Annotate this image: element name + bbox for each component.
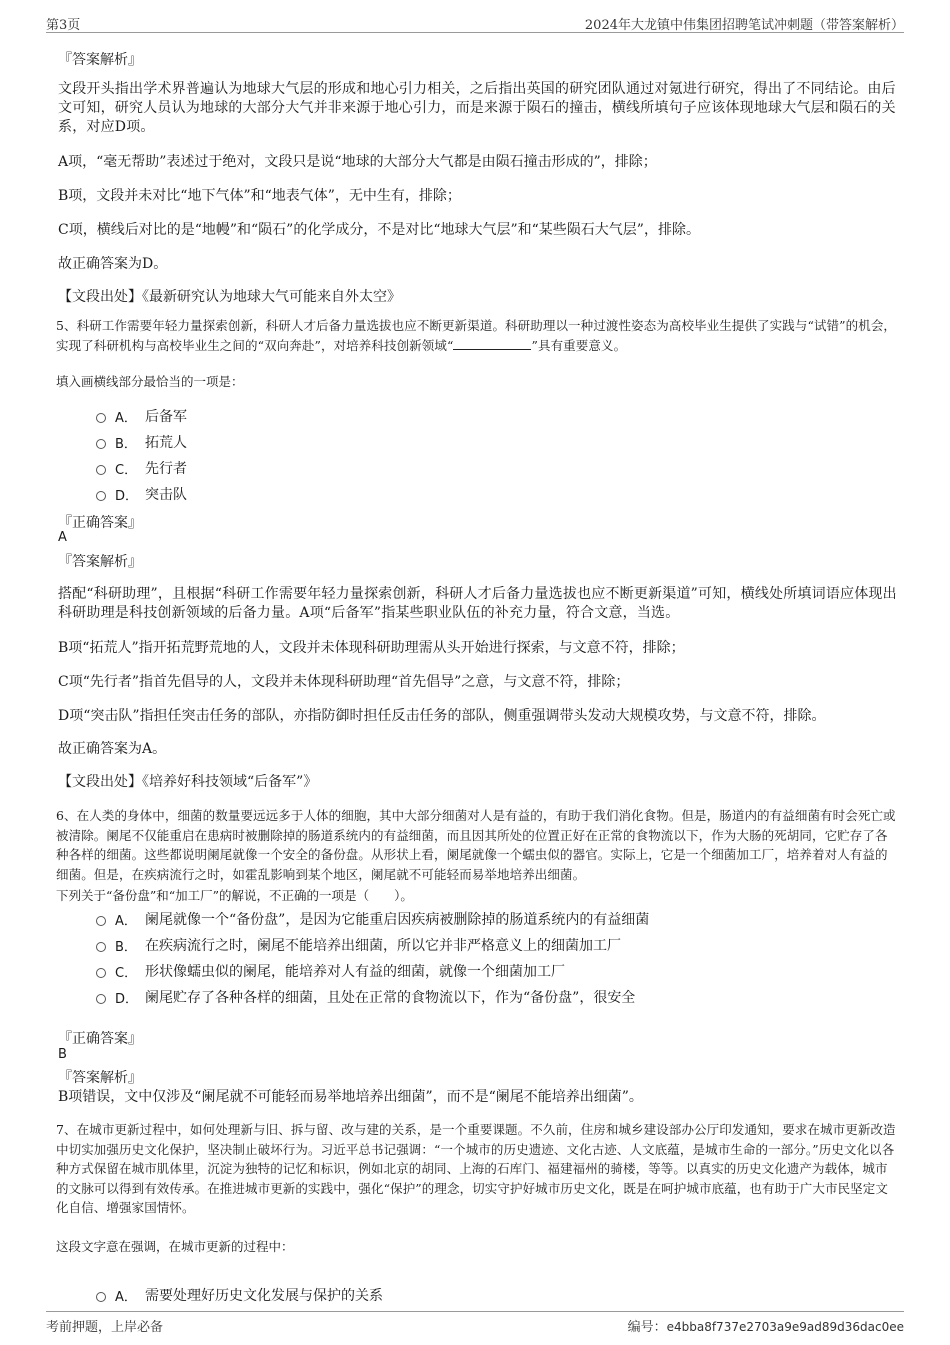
q4-conclusion: 故正确答案为D。 (58, 256, 168, 272)
radio-icon[interactable] (96, 916, 106, 926)
q5-stem-end: ”具有重要意义。 (531, 337, 627, 353)
q6-prompt: 下列关于“备份盘”和“加工厂”的解说，不正确的一项是（ ）。 (56, 888, 413, 903)
q5-correct-answer: A (58, 530, 67, 545)
q4-analysis-label: 『答案解析』 (58, 52, 142, 68)
radio-icon[interactable] (96, 465, 106, 475)
q5-stem (56, 316, 900, 355)
radio-icon[interactable] (96, 439, 106, 449)
q5-prompt: 填入画横线部分最恰当的一项是： (56, 374, 244, 389)
document-code (628, 1316, 904, 1335)
q7-stem: 7、在城市更新过程中，如何处理新与旧、拆与留、改与建的关系，是一个重要课题。不久前，住房和城乡建设部办公厅印发通知，要求在城市更新改造中切实加强历史文化保护，坚决制止破坏行为。习近平总书记强调：“一个城市的历史遗迹、文化古迹、人文底蕴，是城市生命的一部分。”历史文化以各种方式保留在城市肌体里，沉淀为独特的记忆和标识，例如北京的胡同、上海的石库门、福建福州的骑楼，等等。以真实的历史文化遗产为载体，城市的文脉可以得到有效传承。在推进城市更新的实践中，强化“保护”的理念，切实守护好城市历史文化，既是在呵护城市底蕴，也有助于广大市民坚定文化自信、增强家国情怀。 (56, 1122, 896, 1215)
q5-option-b-note: B项“拓荒人”指开拓荒野荒地的人，文段并未体现科研助理需从头开始进行探索，与文意不符，排除； (58, 640, 685, 656)
q5-option-b[interactable]: B． 拓荒人 (96, 432, 187, 452)
q5-analysis-label: 『答案解析』 (58, 554, 142, 570)
q4-option-b-note: B项，文段并未对比“地下气体”和“地表气体”，无中生有，排除； (58, 188, 461, 204)
q5-option-a[interactable]: A． 后备军 (96, 406, 187, 426)
q6-stem: 6、在人类的身体中，细菌的数量要远远多于人体的细胞，其中大部分细菌对人是有益的，有助于我们消化食物。但是，肠道内的有益细菌有时会死亡或被清除。阑尾不仅能重启在患病时被删除掉的肠道系统内的有益细菌，而且因其所处的位置正好在正常的食物流以下，作为大肠的死胡同，它贮存了各种各样的细菌。这些都说明阑尾就像一个安全的备份盘。从形状上看，阑尾就像一个蠕虫似的器官。实际上，它是一个细菌加工厂，培养着对人有益的细菌。但是，在疾病流行之时，如霍乱影响到某个地区，阑尾就不可能轻而易举地培养出细菌。 (56, 808, 896, 882)
q4-option-a-note: A项，“毫无帮助”表述过于绝对，文段只是说“地球的大部分大气都是由陨石撞击形成的”，排除； (58, 154, 657, 170)
footer-slogan: 考前押题，上岸必备 (46, 1320, 164, 1335)
q5-option-d-note: D项“突击队”指担任突击任务的部队，亦指防御时担任反击任务的部队，侧重强调带头发动大规模攻势，与文意不符，排除。 (58, 708, 826, 724)
q5-option-d[interactable]: D． 突击队 (96, 484, 187, 504)
q6-option-a[interactable]: A． 阑尾就像一个“备份盘”，是因为它能重启因疾病被删除掉的肠道系统内的有益细菌 (96, 909, 649, 929)
radio-icon[interactable] (96, 413, 106, 423)
document-title: 2024年大龙镇中伟集团招聘笔试冲刺题（带答案解析） (584, 18, 904, 33)
radio-icon[interactable] (96, 968, 106, 978)
radio-icon[interactable] (96, 942, 106, 952)
q5-source: 【文段出处】《培养好科技领域“后备军”》 (58, 774, 318, 790)
q4-option-c-note: C项，横线后对比的是“地幔”和“陨石”的化学成分，不是对比“地球大气层”和“某些陨石大气层”，排除。 (58, 222, 700, 238)
q6-correct-answer: B (58, 1047, 67, 1062)
q6-option-c[interactable]: C． 形状像蠕虫似的阑尾，能培养对人有益的细菌，就像一个细菌加工厂 (96, 961, 565, 981)
q6-analysis: B项错误，文中仅涉及“阑尾就不可能轻而易举地培养出细菌”，而不是“阑尾不能培养出细菌”。 (58, 1089, 643, 1105)
code-value: e4bba8f737e2703a9e9ad89d36dac0ee (666, 1320, 904, 1334)
q5-stem-text: 5、科研工作需要年轻力量探索创新，科研人才后备力量选拔也应不断更新渠道。科研助理以一种过渡性姿态为高校毕业生提供了实践与“试错”的机会，实现了科研机构与高校毕业生之间的“双向奔赴”，对培养科技创新领域“ (56, 318, 897, 353)
q4-analysis: 文段开头指出学术界普遍认为地球大气层的形成和地心引力相关，之后指出英国的研究团队通过对氪进行研究，得出了不同结论。由后文可知，研究人员认为地球的大部分大气并非来源于地心引力，而是来源于陨石的撞击，横线所填句子应该体现地球大气层和陨石的关系，对应D项。 (58, 81, 896, 135)
radio-icon[interactable] (96, 1292, 106, 1302)
q5-analysis: 搭配“科研助理”，且根据“科研工作需要年轻力量探索创新，科研人才后备力量选拔也应不断更新渠道”可知，横线处所填词语应体现出科研助理是科技创新领域的后备力量。A项“后备军”指某些职业队伍的补充力量，符合文意，当选。 (58, 586, 897, 621)
q7-prompt: 这段文字意在强调，在城市更新的过程中： (56, 1239, 294, 1254)
q5-option-c-note: C项“先行者”指首先倡导的人，文段并未体现科研助理“首先倡导”之意，与文意不符，排除； (58, 674, 630, 690)
q6-analysis-label: 『答案解析』 (58, 1070, 142, 1086)
q7-option-a[interactable]: A． 需要处理好历史文化发展与保护的关系 (96, 1285, 383, 1305)
q5-correct-label: 『正确答案』 (58, 515, 142, 531)
page-footer (46, 1311, 904, 1334)
page-header (46, 12, 904, 33)
page-number: 第3页 (46, 18, 81, 33)
q6-correct-label: 『正确答案』 (58, 1031, 142, 1047)
q6-option-b[interactable]: B． 在疾病流行之时，阑尾不能培养出细菌，所以它并非严格意义上的细菌加工厂 (96, 935, 621, 955)
q5-conclusion: 故正确答案为A。 (58, 741, 167, 757)
q5-option-c[interactable]: C． 先行者 (96, 458, 187, 478)
radio-icon[interactable] (96, 994, 106, 1004)
radio-icon[interactable] (96, 491, 106, 501)
code-label: 编号： (627, 1320, 667, 1335)
q5-blank (453, 337, 531, 350)
q4-source: 【文段出处】《最新研究认为地球大气可能来自外太空》 (58, 289, 401, 305)
q6-option-d[interactable]: D． 阑尾贮存了各种各样的细菌，且处在正常的食物流以下，作为“备份盘”，很安全 (96, 987, 635, 1007)
